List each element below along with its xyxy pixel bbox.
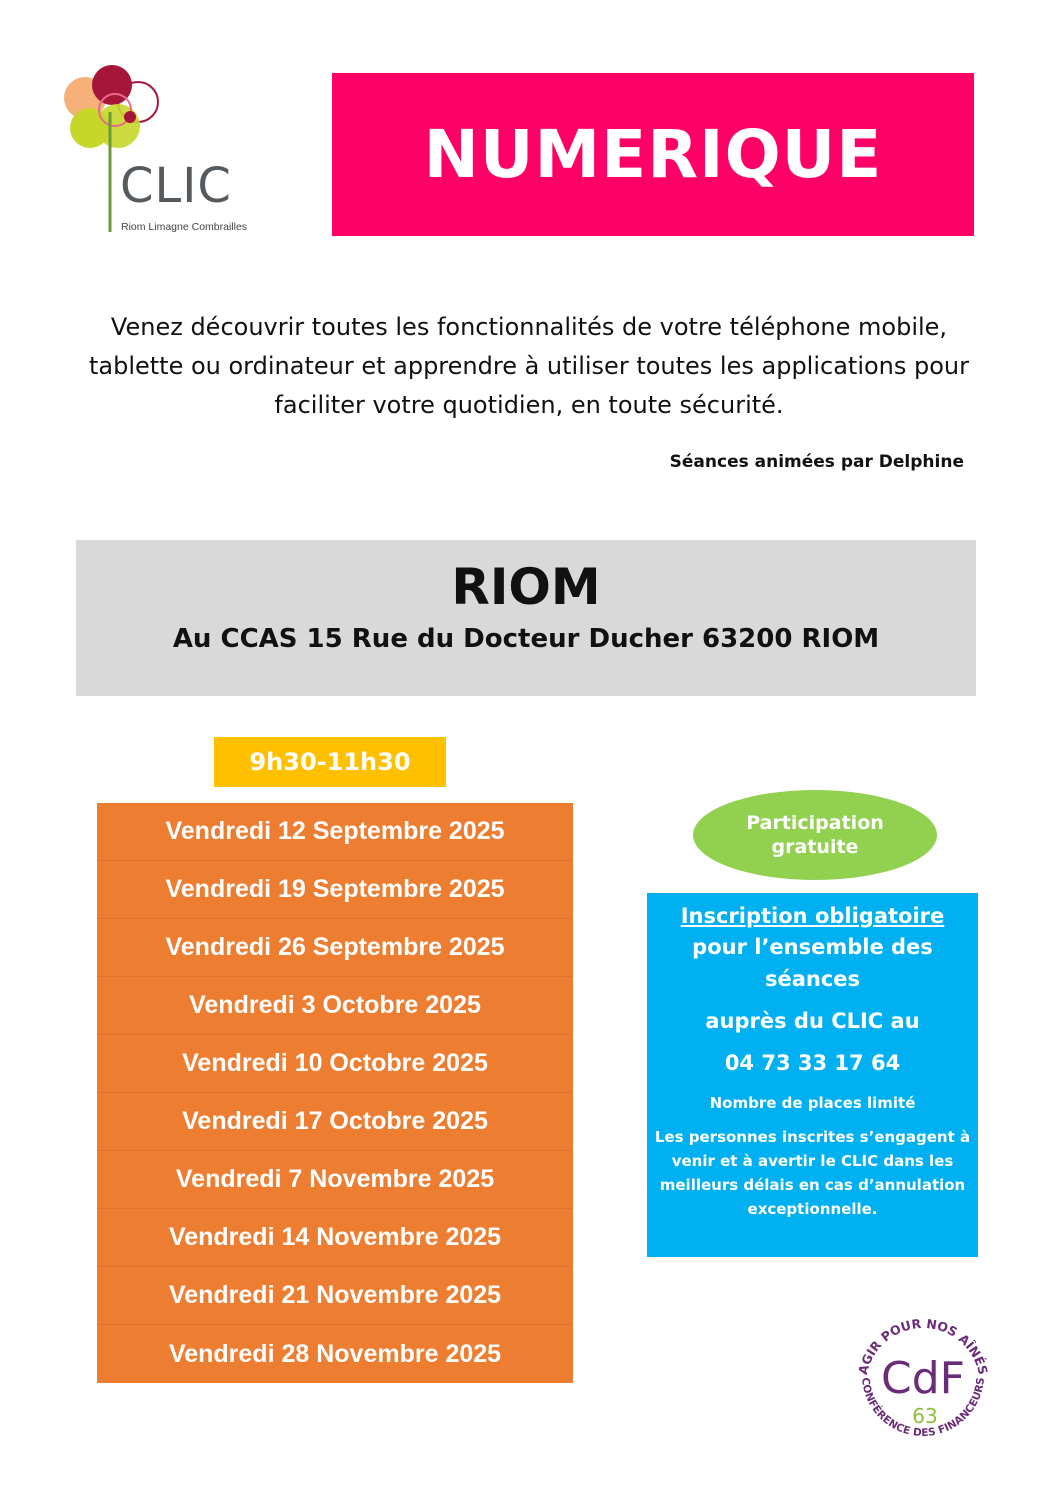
- inscription-limit: Nombre de places limité: [709, 1094, 916, 1112]
- clic-logo: [60, 60, 260, 240]
- inscription-line1: pour l’ensemble des séances: [692, 935, 933, 991]
- participation-badge: [693, 790, 937, 880]
- date-row: Vendredi 21 Novembre 2025: [97, 1267, 573, 1325]
- date-row: Vendredi 26 Septembre 2025: [97, 919, 573, 977]
- inscription-title: Inscription obligatoire: [680, 904, 945, 928]
- location-address: Au CCAS 15 Rue du Docteur Ducher 63200 RIOM: [172, 624, 880, 654]
- logo-name: CLIC: [120, 158, 232, 214]
- date-row: Vendredi 19 Septembre 2025: [97, 861, 573, 919]
- time-badge: 9h30-11h30: [214, 737, 446, 787]
- date-row: Vendredi 10 Octobre 2025: [97, 1035, 573, 1093]
- logo-subtitle: Riom Limagne Combrailles: [121, 221, 248, 233]
- page-title: NUMERIQUE: [423, 116, 883, 193]
- inscription-note: Les personnes inscrites s’engagent à venir et à avertir le CLIC dans les meilleurs délais en cas d’annulation exceptionnelle.: [654, 1128, 971, 1218]
- cdf-logo-icon: [848, 1305, 998, 1455]
- inscription-line2: auprès du CLIC au: [705, 1009, 920, 1033]
- inscription-box: [647, 893, 978, 1257]
- cdf-number: 63: [912, 1404, 938, 1428]
- date-row: Vendredi 12 Septembre 2025: [97, 803, 573, 861]
- location-city: RIOM: [451, 558, 601, 616]
- date-row: Vendredi 28 Novembre 2025: [168, 1339, 502, 1368]
- participation-line1: Participation: [746, 812, 884, 834]
- title-banner: [332, 73, 974, 236]
- cdf-logo: [848, 1305, 998, 1455]
- date-row: Vendredi 3 Octobre 2025: [97, 977, 573, 1035]
- cdf-letters: CdF: [881, 1353, 965, 1404]
- inscription-phone: 04 73 33 17 64: [724, 1051, 901, 1075]
- location-box: [76, 540, 976, 696]
- dates-table: [97, 803, 573, 1383]
- date-row: Vendredi 17 Octobre 2025: [97, 1093, 573, 1151]
- animated-by: Séances animées par Delphine: [669, 452, 964, 472]
- date-row: Vendredi 14 Novembre 2025: [97, 1209, 573, 1267]
- date-row: Vendredi 7 Novembre 2025: [97, 1151, 573, 1209]
- cdf-bottom-arc: CONFÉRENCE DES FINANCEURS: [858, 1376, 988, 1440]
- participation-line2: gratuite: [771, 836, 859, 858]
- intro-text: Venez découvrir toutes les fonctionnalités de votre téléphone mobile, tablette ou ordinateur et apprendre à utiliser toutes les applications pour faciliter votre quotidien, en toute sécurité.: [88, 313, 970, 419]
- cdf-top-arc: AGIR POUR NOS AÎNÉS: [854, 1315, 991, 1377]
